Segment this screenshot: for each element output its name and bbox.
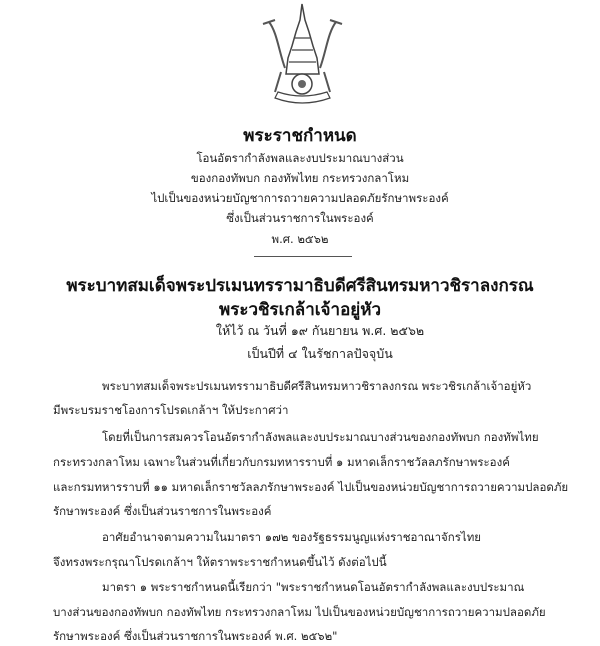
body-line: อาศัยอำนาจตามความในมาตรา ๑๗๒ ของรัฐธรรมนูญแห่งราชอาณาจักรไทย — [102, 530, 482, 544]
given-date: ให้ไว้ ณ วันที่ ๑๙ กันยายน พ.ศ. ๒๕๖๒ — [215, 323, 425, 338]
year-line: พ.ศ. ๒๕๖๒ — [271, 232, 329, 246]
body-line: รักษาพระองค์ ซึ่งเป็นส่วนราชการในพระองค์ พ.ศ. ๒๕๖๒" — [53, 629, 338, 643]
body-line: กระทรวงกลาโหม เฉพาะในส่วนที่เกี่ยวกับกรมทหารราบที่ ๑ มหาดเล็กราชวัลลภรักษาพระองค์ — [53, 455, 510, 469]
king-name-line: พระบาทสมเด็จพระปรเมนทรรามาธิบดีศรีสินทรมหาวชิราลงกรณ — [66, 276, 534, 296]
body-line: บางส่วนของกองทัพบก กองทัพไทย กระทรวงกลาโหม ไปเป็นของหน่วยบัญชาการถวายความปลอดภัย — [53, 605, 546, 619]
royal-emblem-icon — [255, 2, 350, 110]
king-name-line: พระวชิรเกล้าเจ้าอยู่หัว — [219, 300, 381, 320]
body-line: มาตรา ๑ พระราชกำหนดนี้เรียกว่า "พระราชกำหนดโอนอัตรากำลังพลและงบประมาณ — [102, 580, 525, 594]
body-line: จึงทรงพระกรุณาโปรดเกล้าฯ ให้ตราพระราชกำหนดขึ้นไว้ ดังต่อไปนี้ — [53, 555, 387, 569]
divider — [254, 256, 352, 257]
body-line: รักษาพระองค์ ซึ่งเป็นส่วนราชการในพระองค์ — [53, 504, 272, 518]
reign-year: เป็นปีที่ ๔ ในรัชกาลปัจจุบัน — [247, 346, 393, 361]
document-title: พระราชกำหนด — [243, 126, 357, 146]
body-line: โดยที่เป็นการสมควรโอนอัตรากำลังพลและงบประมาณบางส่วนของกองทัพบก กองทัพไทย — [102, 430, 539, 444]
subtitle-line: ของกองทัพบก กองทัพไทย กระทรวงกลาโหม — [190, 171, 410, 185]
subtitle-line: โอนอัตรากำลังพลและงบประมาณบางส่วน — [196, 151, 404, 165]
body-line: และกรมทหารราบที่ ๑๑ มหาดเล็กราชวัลลภรักษาพระองค์ ไปเป็นของหน่วยบัญชาการถวายความปลอดภัย — [53, 480, 569, 494]
subtitle-line: ซึ่งเป็นส่วนราชการในพระองค์ — [226, 211, 374, 225]
body-line: มีพระบรมราชโองการโปรดเกล้าฯ ให้ประกาศว่า — [53, 403, 289, 417]
subtitle-line: ไปเป็นของหน่วยบัญชาการถวายความปลอดภัยรักษาพระองค์ — [151, 191, 449, 205]
body-line: พระบาทสมเด็จพระปรเมนทรรามาธิบดีศรีสินทรมหาวชิราลงกรณ พระวชิรเกล้าเจ้าอยู่หัว — [102, 379, 532, 393]
